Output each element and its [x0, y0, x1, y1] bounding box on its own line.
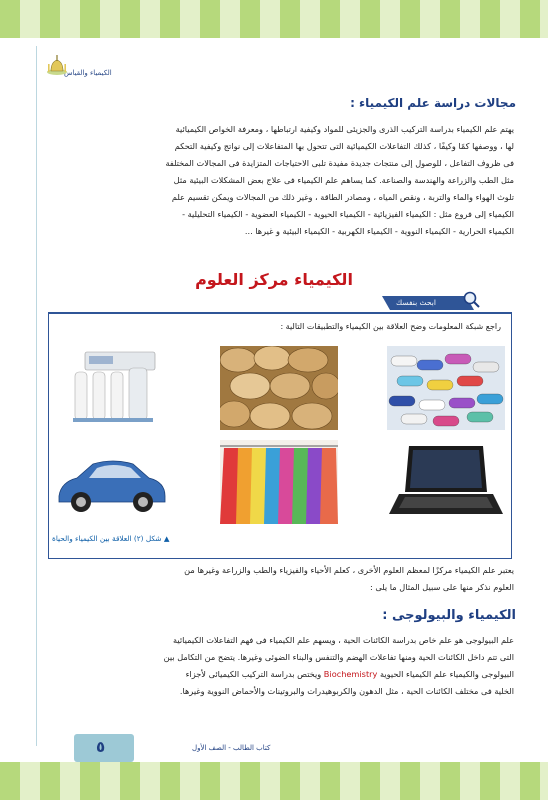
- bread-image: [220, 346, 338, 430]
- figure-caption-text: شكل (٢) العلاقة بين الكيمياء والحياة: [52, 534, 162, 543]
- band-cell: [0, 762, 20, 800]
- top-border-band: [0, 0, 548, 38]
- band-cell: [80, 0, 100, 38]
- band-cell: [500, 762, 520, 800]
- figure-caption: ▲ شكل (٢) العلاقة بين الكيمياء والحياة: [52, 534, 170, 543]
- band-cell: [0, 0, 20, 38]
- band-cell: [280, 0, 300, 38]
- band-cell: [300, 762, 320, 800]
- text-line: التى تتم داخل الكائنات الحية ومنها تفاعلات الهضم والتنفس والبناء الضوئى وغيرها. يتضح من التكامل بين: [163, 652, 514, 662]
- band-cell: [40, 762, 60, 800]
- text-line: الكيمياء الحرارية - الكيمياء النووية - الكيمياء الكهربية - الكيمياء البيئية و غيرها ...: [244, 226, 514, 236]
- band-cell: [540, 762, 548, 800]
- band-cell: [480, 762, 500, 800]
- footer-book-title: كتاب الطالب - الصف الأول: [192, 744, 271, 752]
- pills-image: [387, 346, 505, 430]
- band-cell: [360, 0, 380, 38]
- band-cell: [480, 0, 500, 38]
- band-cell: [460, 0, 480, 38]
- biochemistry-term: Biochemistry: [323, 669, 378, 679]
- band-cell: [540, 0, 548, 38]
- band-cell: [220, 0, 240, 38]
- band-cell: [340, 762, 360, 800]
- band-cell: [260, 0, 280, 38]
- text-line: العلوم نذكر منها على سبيل المثال ما يلى :: [370, 582, 514, 592]
- page-number: ٥: [96, 738, 106, 756]
- band-cell: [240, 0, 260, 38]
- band-cell: [140, 0, 160, 38]
- band-cell: [420, 762, 440, 800]
- band-cell: [320, 762, 340, 800]
- band-cell: [100, 762, 120, 800]
- band-cell: [20, 0, 40, 38]
- search-activity-box: [48, 312, 512, 559]
- band-cell: [80, 762, 100, 800]
- band-cell: [200, 762, 220, 800]
- text-line: الكيمياء إلى فروع مثل : الكيمياء الفيزيائية - الكيمياء الحيوية - الكيمياء العضوية - الكيمياء التحليلية -: [182, 209, 514, 219]
- band-cell: [180, 762, 200, 800]
- band-cell: [240, 762, 260, 800]
- band-cell: [520, 762, 540, 800]
- search-tag: [378, 292, 478, 314]
- search-prompt: راجع شبكة المعلومات وضح العلاقة بين الكيمياء والتطبيقات التالية :: [280, 322, 501, 331]
- band-cell: [200, 0, 220, 38]
- clothes-image: [220, 440, 338, 524]
- text-line: تلوث الهواء والماء والتربة ، ونقص المياه ، ومصادر الطاقة ، وغير ذلك من المجالات ويمكن تقسيم علم: [171, 192, 514, 202]
- text-line: [44, 666, 514, 683]
- paragraph-center-science: [44, 562, 514, 596]
- band-cell: [60, 0, 80, 38]
- water-filter-image: [53, 346, 171, 430]
- band-cell: [260, 762, 280, 800]
- band-cell: [140, 762, 160, 800]
- band-cell: [160, 0, 180, 38]
- section-heading-biology: الكيمياء والبيولوجى :: [382, 608, 516, 623]
- band-cell: [440, 0, 460, 38]
- banner-title: الكيمياء مركز العلوم: [195, 270, 353, 289]
- band-cell: [520, 0, 540, 38]
- text-line: مثل الطب والزراعة والهندسة والصناعة. كما يساهم علم الكيمياء فى علاج بعض المشكلات البيئية مثل: [173, 175, 514, 185]
- band-cell: [40, 0, 60, 38]
- text-line: الخلية فى مختلف الكائنات الحية ، مثل الدهون والكربوهيدرات والبروتينات والأحماض النووية وغيرها.: [179, 686, 514, 696]
- section-heading-fields: مجالات دراسة علم الكيمياء :: [350, 96, 516, 110]
- band-cell: [160, 762, 180, 800]
- band-cell: [100, 0, 120, 38]
- band-cell: [120, 0, 140, 38]
- band-cell: [320, 0, 340, 38]
- band-cell: [380, 762, 400, 800]
- text-line: لها ، ووصفها كمًا وكيفًا ، كذلك التفاعلات الكيميائية التى تتحول بها المتفاعلات إلى نواتج وكيفية التحكم: [174, 141, 514, 151]
- laptop-image: [387, 440, 505, 524]
- paragraph-biology: [44, 632, 514, 700]
- band-cell: [380, 0, 400, 38]
- band-cell: [300, 0, 320, 38]
- car-image: [53, 440, 171, 524]
- band-cell: [460, 762, 480, 800]
- search-tag-label: ابحث بنفسك: [396, 298, 436, 307]
- band-cell: [440, 762, 460, 800]
- text-span: البيولوجى والكيمياء علم الكيمياء الحيوية: [379, 669, 514, 679]
- band-cell: [20, 762, 40, 800]
- text-line: علم البيولوجى هو علم خاص بدراسة الكائنات الحية ، ويسهم علم الكيمياء فى فهم التفاعلات الكيميائية: [173, 635, 514, 645]
- band-cell: [220, 762, 240, 800]
- band-cell: [340, 0, 360, 38]
- bottom-border-band: [0, 762, 548, 800]
- band-cell: [400, 0, 420, 38]
- band-cell: [180, 0, 200, 38]
- band-cell: [280, 762, 300, 800]
- text-span: ويختص بدراسة التركيب الكيميائى لأجزاء: [185, 669, 322, 679]
- text-line: يهتم علم الكيمياء بدراسة التركيب الذرى والجزيئى للمواد وكيفية ارتباطها ، ومعرفة الخواص الكيميائية: [175, 124, 514, 134]
- magnifier-icon: [462, 290, 480, 308]
- band-cell: [420, 0, 440, 38]
- text-line: فى ظروف التفاعل ، للوصول إلى منتجات جديدة مفيدة تلبى الاحتياجات المتزايدة فى المجالات المختلفة: [165, 158, 514, 168]
- band-cell: [60, 762, 80, 800]
- band-cell: [500, 0, 520, 38]
- band-cell: [360, 762, 380, 800]
- margin-line: [36, 46, 37, 746]
- text-line: يعتبر علم الكيمياء مركزًا لمعظم العلوم الأخرى ، كعلم الأحياء والفيزياء والطب والزراعة وغيرها من: [184, 565, 514, 575]
- chapter-label: الكيمياء والقياس: [64, 69, 112, 77]
- band-cell: [400, 762, 420, 800]
- band-cell: [120, 762, 140, 800]
- paragraph-fields: [44, 121, 514, 240]
